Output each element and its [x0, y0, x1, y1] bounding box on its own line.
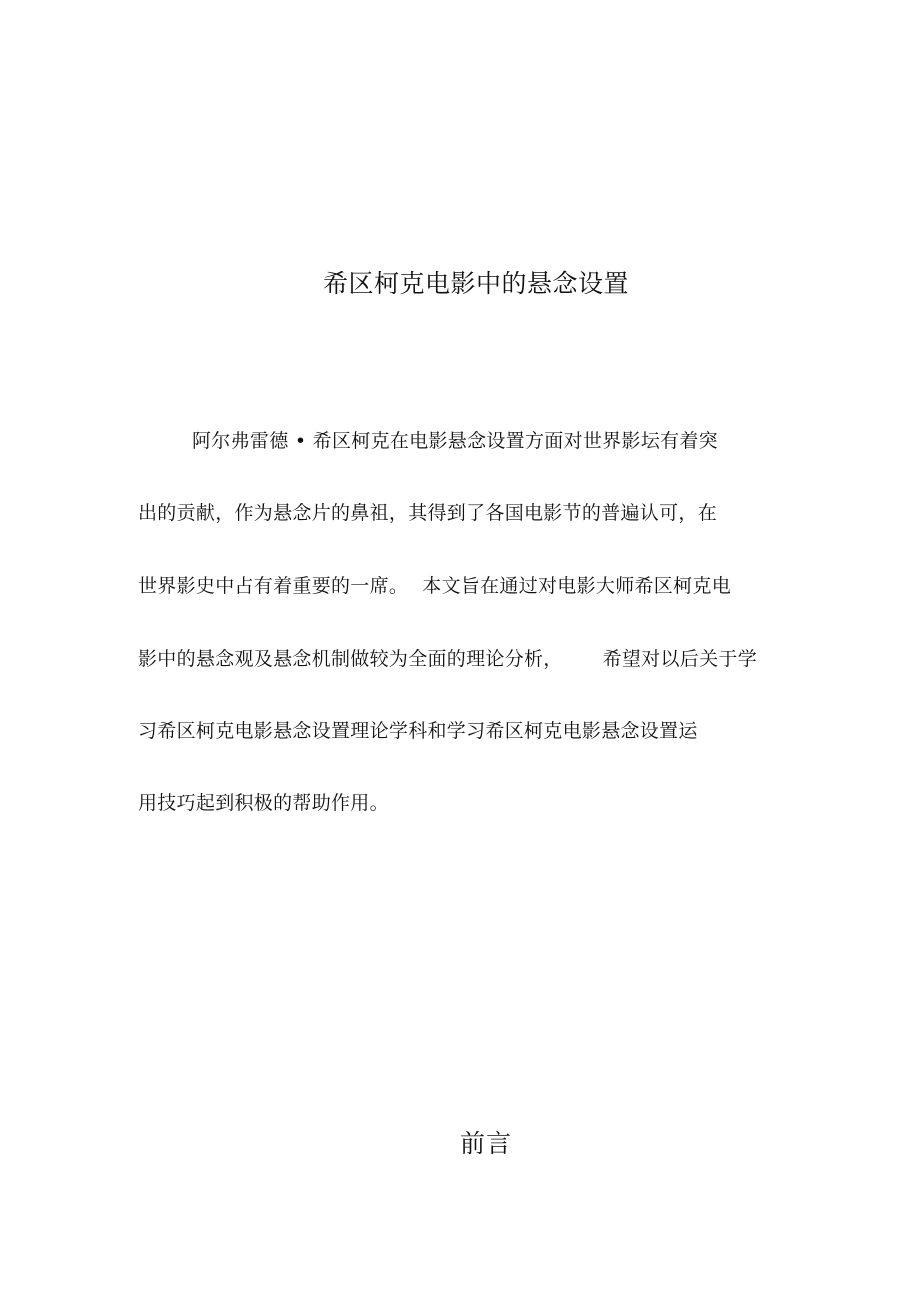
- abstract-line-3: [138, 571, 731, 601]
- abstract-line-6: 用技巧起到积极的帮助作用。: [138, 792, 389, 814]
- document-title: 希区柯克电影中的悬念设置: [322, 269, 629, 298]
- abstract-line-3-part-1: 世界影史中占有着重要的一席。: [138, 575, 409, 597]
- abstract-line-4: [138, 644, 757, 674]
- abstract-line-4-part-1: 影中的悬念观及悬念机制做较为全面的理论分析，: [138, 648, 563, 670]
- abstract-line-2: 出的贡献，作为悬念片的鼻祖，其得到了各国电影节的普遍认可，在: [138, 502, 718, 524]
- abstract-line-1: 阿尔弗雷德 • 希区柯克在电影悬念设置方面对世界影坛有着突: [192, 430, 718, 452]
- section-heading-preface: 前言: [459, 1129, 512, 1158]
- abstract-line-4-part-2: 希望对以后关于学: [602, 648, 758, 670]
- abstract-line-5: 习希区柯克电影悬念设置理论学科和学习希区柯克电影悬念设置运: [138, 720, 698, 742]
- abstract-line-3-part-2: 本文旨在通过对电影大师希区柯克电: [422, 575, 732, 597]
